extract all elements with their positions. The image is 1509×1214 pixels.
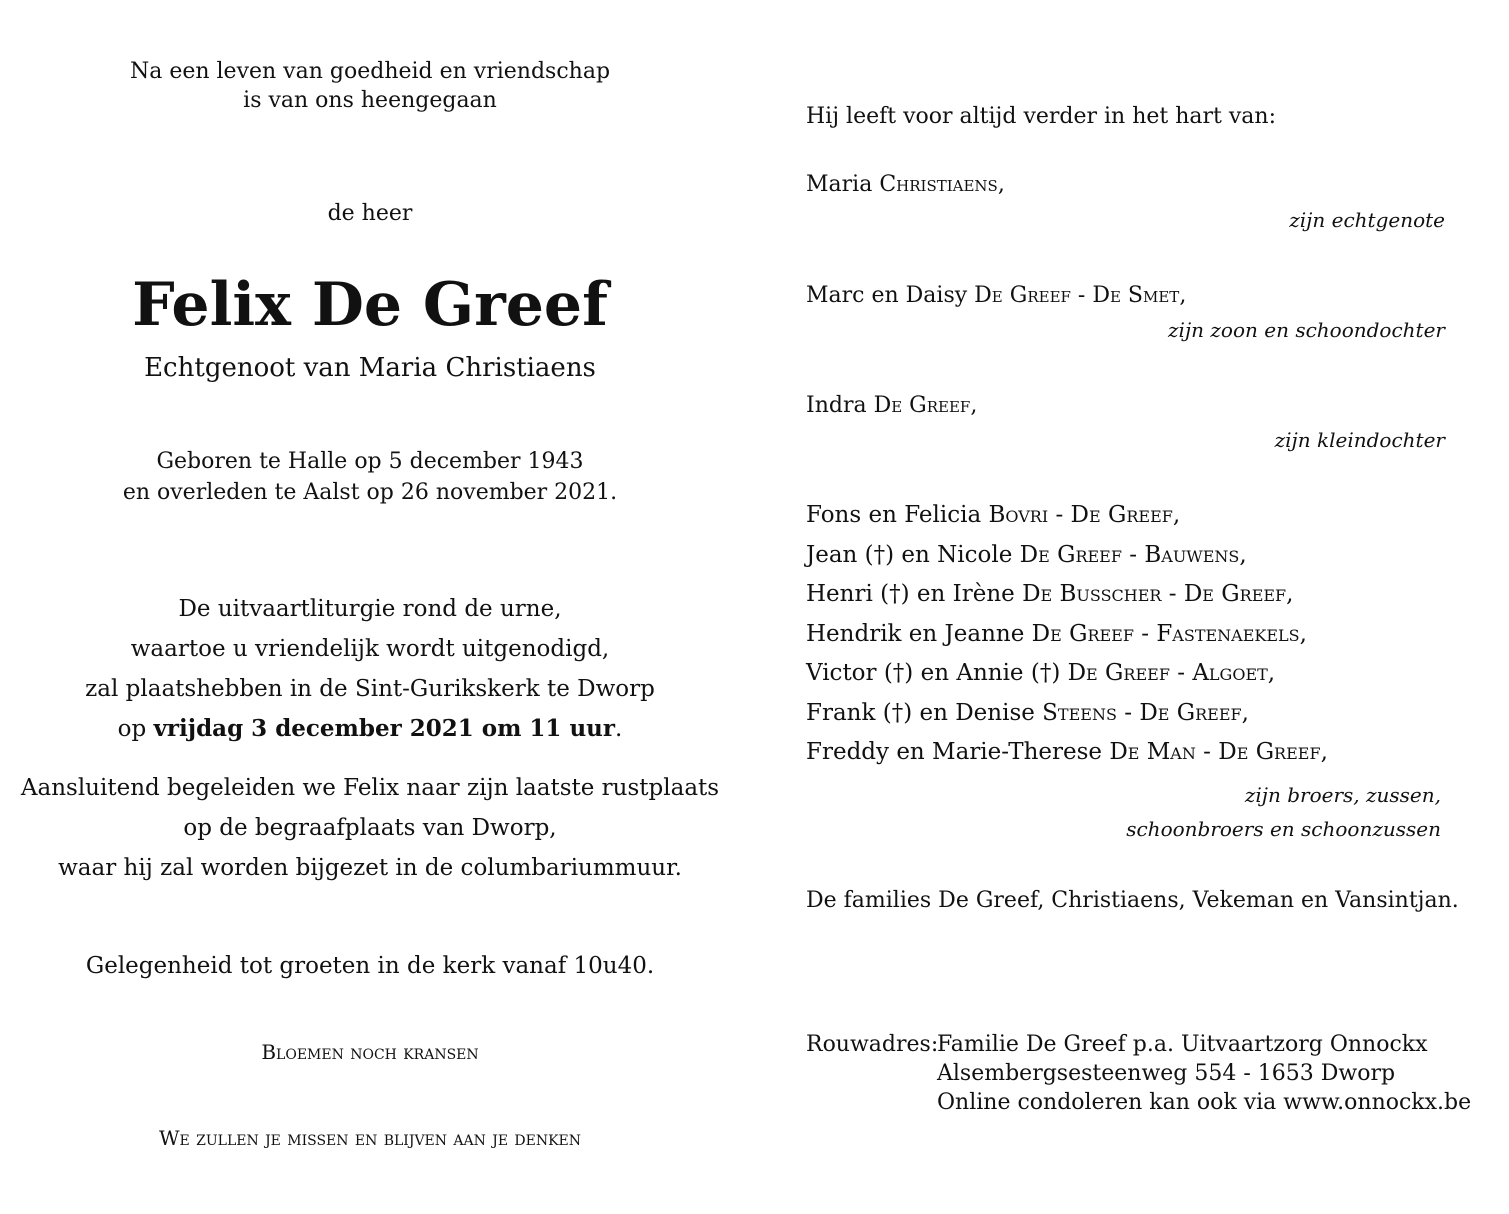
- grandchild-role: zijn kleindochter: [1274, 428, 1445, 452]
- deceased-name: Felix De Greef: [132, 270, 608, 340]
- sibling-line: Hendrik en Jeanne De Greef - Fastenaekels,: [806, 620, 1307, 647]
- date-prefix: op: [117, 716, 154, 742]
- sibling-line: Fons en Felicia Bovri - De Greef,: [806, 502, 1181, 528]
- son-role: zijn zoon en schoondochter: [1168, 318, 1445, 342]
- families-line: De families De Greef, Christiaens, Vekeman en Vansintjan.: [806, 888, 1459, 913]
- intro-line-1: Na een leven van goedheid en vriendschap: [129, 59, 611, 84]
- liturgy-date-line: [0, 709, 740, 749]
- son-name: Marc en Daisy De Greef - De Smet,: [806, 283, 1187, 308]
- address-line-3: Online condoleren kan ook via www.onnockx.be: [937, 1090, 1472, 1115]
- liturgy-info: [0, 589, 740, 749]
- flowers-note: Bloemen noch kransen: [261, 1040, 479, 1064]
- greeting-info: Gelegenheid tot groeten in de kerk vanaf 10u40.: [85, 953, 655, 979]
- sibling-line: Henri (†) en Irène De Busscher - De Greef,: [806, 581, 1294, 607]
- address-block: [937, 1030, 1471, 1117]
- mourners-heading: Hij leeft voor altijd verder in het hart van:: [806, 104, 1277, 129]
- birth-line: Geboren te Halle op 5 december 1943: [156, 449, 584, 474]
- burial-line-1: Aansluitend begeleiden we Felix naar zijn laatste rustplaats: [20, 775, 720, 801]
- grandchild-name: Indra De Greef,: [806, 393, 978, 418]
- sibling-line: Frank (†) en Denise Steens - De Greef,: [806, 699, 1249, 726]
- date-suffix: .: [615, 716, 623, 742]
- siblings-role: zijn broers, zussen, schoonbroers en schoonzussen: [1126, 783, 1441, 841]
- death-line: en overleden te Aalst op 26 november 2021.: [122, 480, 618, 505]
- sibling-line: Victor (†) en Annie (†) De Greef - Algoet,: [806, 660, 1276, 686]
- liturgy-line-2: waartoe u vriendelijk wordt uitgenodigd,: [130, 636, 610, 662]
- spouse-name: Maria Christiaens,: [806, 172, 1005, 197]
- burial-line-2: op de begraafplaats van Dworp,: [183, 815, 557, 841]
- spouse-role: zijn echtgenote: [1289, 208, 1445, 232]
- honorific: de heer: [327, 201, 413, 226]
- address-line-1: Familie De Greef p.a. Uitvaartzorg Onnockx: [937, 1032, 1428, 1057]
- date-bold: vrijdag 3 december 2021 om 11 uur: [153, 715, 615, 742]
- liturgy-line-3: zal plaatshebben in de Sint-Gurikskerk te Dworp: [85, 676, 655, 702]
- burial-info: [0, 768, 740, 888]
- deceased-subtitle: Echtgenoot van Maria Christiaens: [144, 353, 596, 383]
- liturgy-line-1: De uitvaartliturgie rond de urne,: [178, 596, 562, 622]
- birth-death-info: [0, 446, 740, 508]
- siblings-list: [806, 496, 1328, 773]
- sibling-line: Jean (†) en Nicole De Greef - Bauwens,: [806, 541, 1247, 568]
- address-line-2: Alsembergsesteenweg 554 - 1653 Dworp: [937, 1061, 1396, 1086]
- closing-note: We zullen je missen en blijven aan je denken: [158, 1126, 582, 1150]
- intro-line-2: is van ons heengegaan: [243, 88, 497, 113]
- intro-text: [0, 57, 740, 115]
- burial-line-3: waar hij zal worden bijgezet in de columbariummuur.: [58, 855, 682, 881]
- sibling-line: Freddy en Marie-Therese De Man - De Greef,: [806, 739, 1328, 765]
- address-label: Rouwadres:: [806, 1032, 939, 1057]
